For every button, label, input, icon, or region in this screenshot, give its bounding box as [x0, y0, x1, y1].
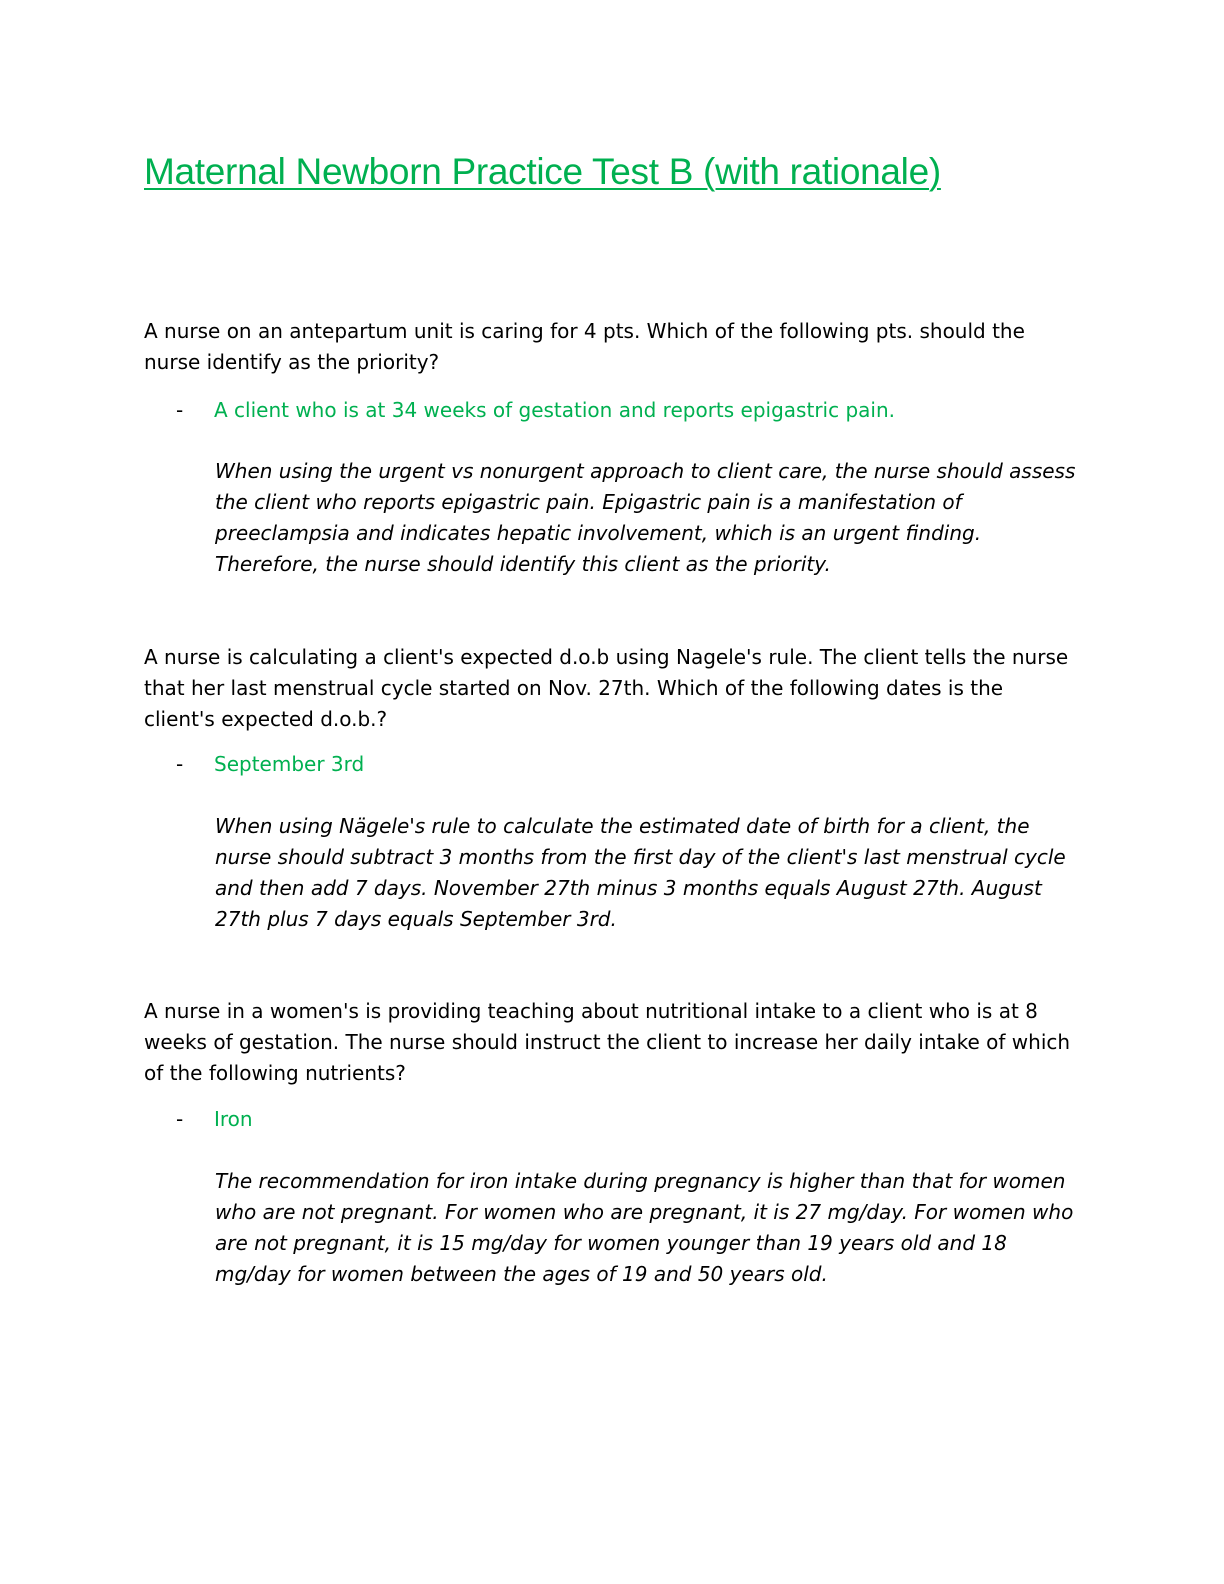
rationale-text: When using the urgent vs nonurgent approach to client care, the nurse should assess the client who reports epigastric pain. Epigastric pain is a manifestation of preeclampsia and indicates hepatic involvement, which is an urgent finding. Therefore, the nurse should identify this client as the priority. [215, 459, 1076, 576]
bullet-dash: - [176, 398, 184, 422]
bullet-dash: - [176, 1107, 184, 1131]
answer-text: A client who is at 34 weeks of gestation and reports epigastric pain. [214, 398, 895, 422]
question-text: A nurse in a women's is providing teaching about nutritional intake to a client who is at 8 weeks of gestation. The nurse should instruct the client to increase her daily intake of which of the following nutrients? [144, 999, 1071, 1085]
rationale-text: The recommendation for iron intake during pregnancy is higher than that for women who are not pregnant. For women who are pregnant, it is 27 mg/day. For women who are not pregnant, it is 15 mg/day for women younger than 19 years old and 18 mg/day for women between the ages of 19 and 50 years old. [215, 1169, 1074, 1286]
rationale-text: When using Nägele's rule to calculate the estimated date of birth for a client, the nurse should subtract 3 months from the first day of the client's last menstrual cycle and then add 7 days. November 27th minus 3 months equals August 27th. August 27th plus 7 days equals September 3rd. [215, 814, 1066, 931]
question-text: A nurse is calculating a client's expected d.o.b using Nagele's rule. The client tells the nurse that her last menstrual cycle started on Nov. 27th. Which of the following dates is the client's expected d.o.b.? [144, 645, 1069, 731]
question-text: A nurse on an antepartum unit is caring for 4 pts. Which of the following pts. should the nurse identify as the priority? [144, 319, 1025, 374]
answer-item [176, 749, 364, 780]
bullet-dash: - [176, 752, 184, 776]
answer-item [176, 1104, 253, 1135]
answer-item [176, 395, 895, 426]
document-title: Maternal Newborn Practice Test B (with rationale) [144, 151, 941, 192]
answer-text: Iron [214, 1107, 253, 1131]
answer-text: September 3rd [214, 752, 365, 776]
